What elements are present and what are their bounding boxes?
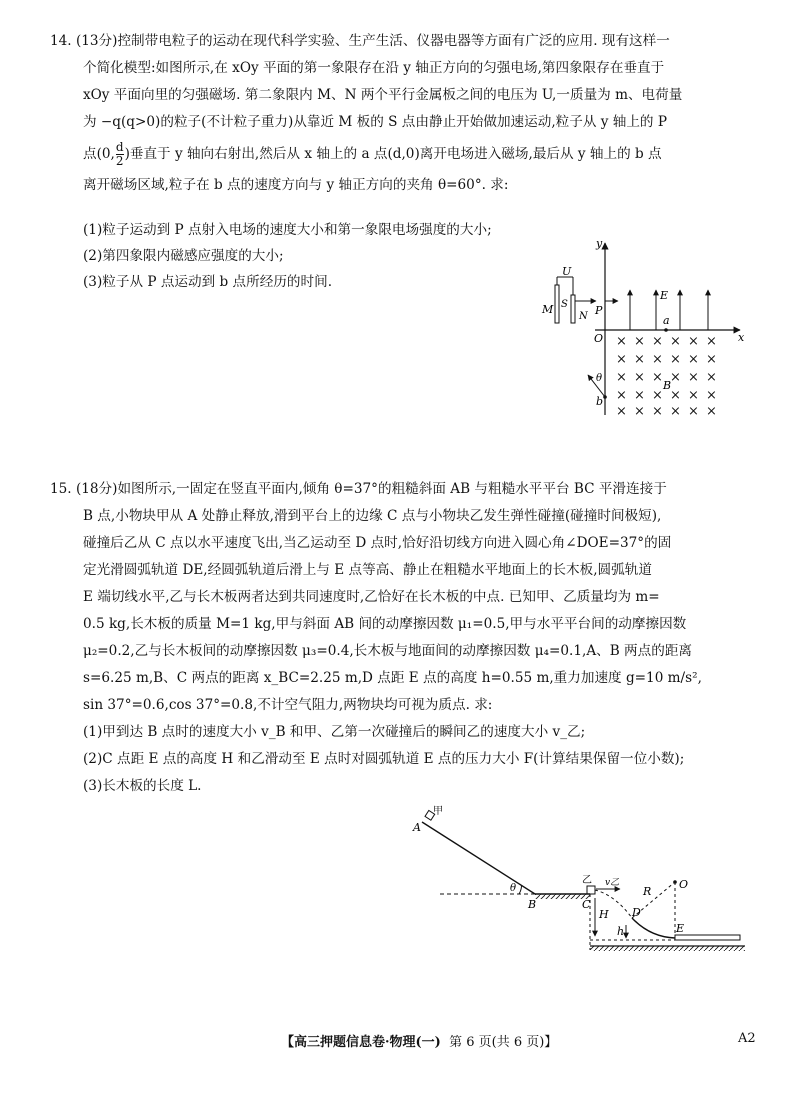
footer-page: 第 6 页(共 6 页)】 [449,1035,558,1050]
q15-label-B: B [528,898,537,911]
q15-label-H: H [599,908,609,921]
svg-text:×: × [652,404,663,419]
q15-line-6: 0.5 kg,长木板的质量 M=1 kg,甲与斜面 AB 间的动摩擦因数 μ₁=0.5,甲与水平平台间的动摩擦因数 [83,616,687,632]
q15-label-O: O [679,878,689,891]
q15-line-7: μ₂=0.2,乙与长木板间的动摩擦因数 μ₃=0.4,长木板与地面间的动摩擦因数 μ₄=0.1,A、B 两点的距离 [83,643,693,659]
q15-line-3: 碰撞后乙从 C 点以水平速度飞出,当乙运动至 D 点时,恰好沿切线方向进入圆心角∠DOE=37°的固 [83,535,672,551]
question-14 [50,28,750,199]
footer-center [281,1031,557,1050]
q14-line-5-pre: 点(0, [83,146,115,162]
svg-text:×: × [670,352,681,367]
svg-text:×: × [706,388,717,403]
q14-sub-3: (3)粒子从 P 点运动到 b 点所经历的时间. [83,274,333,290]
q15-label-theta: θ [510,883,517,894]
q15-label-yi: 乙 [582,875,592,886]
q14-frac-den: 2 [115,154,124,168]
q14-label-O: O [594,332,604,345]
q15-long-board [675,935,740,940]
svg-text:×: × [706,370,717,385]
q15-label-A: A [413,821,421,834]
q14-fraction [116,141,124,168]
q14-label-x: x [738,331,745,344]
svg-text:×: × [706,404,717,419]
svg-text:×: × [616,388,627,403]
q14-label-y: y [596,237,603,250]
q15-line-4: 定光滑圆弧轨道 DE,经圆弧轨道后滑上与 E 点等高、静止在粗糙水平地面上的长木板,圆弧轨道 [83,562,652,578]
q14-line-5-post: )垂直于 y 轴向右射出,然后从 x 轴上的 a 点(d,0)离开电场进入磁场,最后从 y 轴上的 b 点 [124,146,662,162]
footer-code: A2 [738,1031,756,1046]
q14-label-theta: θ [596,373,603,384]
q14-label-a: a [663,314,670,327]
svg-text:×: × [670,404,681,419]
q15-sub-3: (3)长木板的长度 L. [83,778,202,794]
q14-label-N: N [579,311,588,322]
svg-text:×: × [652,352,663,367]
svg-text:×: × [652,388,663,403]
svg-text:×: × [616,352,627,367]
svg-text:×: × [688,352,699,367]
q14-line-1: 14. (13分)控制带电粒子的运动在现代科学实验、生产生活、仪器电器等方面有广泛的应用. 现有这样一 [50,33,670,49]
svg-text:×: × [616,370,627,385]
q15-arc-DE [632,918,675,938]
q14-label-P: P [595,304,603,317]
svg-text:×: × [652,370,663,385]
svg-text:×: × [706,334,717,349]
q15-line-1: 15. (18分)如图所示,一固定在竖直平面内,倾角 θ=37°的粗糙斜面 AB 与粗糙水平平台 BC 平滑连接于 [50,481,667,497]
q15-sub-1: (1)甲到达 B 点时的速度大小 v_B 和甲、乙第一次碰撞后的瞬间乙的速度大小 v_乙; [83,724,586,740]
q15-label-E: E [676,922,685,935]
q14-label-S: S [561,299,568,310]
svg-text:×: × [634,388,645,403]
q14-line-3: xOy 平面向里的匀强磁场. 第二象限内 M、N 两个平行金属板之间的电压为 U,一质量为 m、电荷量 [83,87,683,103]
q14-label-M: M [542,303,554,316]
q14-label-b: b [596,395,604,408]
svg-text:×: × [634,404,645,419]
q14-plate-M [555,285,559,323]
q15-line-5: E 端切线水平,乙与长木板两者达到共同速度时,乙恰好在长木板的中点. 已知甲、乙质量均为 m= [83,589,660,605]
svg-text:×: × [688,404,699,419]
q14-line-6: 离开磁场区域,粒子在 b 点的速度方向与 y 轴正方向的夹角 θ=60°. 求: [83,177,509,193]
q15-label-C: C [582,898,591,911]
q14-sub-2: (2)第四象限内磁感应强度的大小; [83,248,284,264]
q15-label-h: h [617,925,625,938]
svg-text:×: × [688,334,699,349]
svg-text:×: × [634,352,645,367]
q15-label-R: R [643,885,652,898]
q15-figure [400,800,760,965]
q14-label-B: B [663,379,672,392]
svg-text:×: × [670,334,681,349]
svg-text:×: × [616,404,627,419]
q14-label-E: E [660,289,669,302]
q14-frac-num: d [115,140,124,154]
q14-sub-1: (1)粒子运动到 P 点射入电场的速度大小和第一象限电场强度的大小; [83,222,492,238]
q15-line-8: s=6.25 m,B、C 两点的距离 x_BC=2.25 m,D 点距 E 点的高度 h=0.55 m,重力加速度 g=10 m/s², [83,670,702,686]
q14-label-U: U [562,265,572,278]
q15-label-D: D [632,906,641,919]
q14-line-5 [50,136,750,172]
svg-text:×: × [706,352,717,367]
svg-text:×: × [616,334,627,349]
q14-magnetic-field [616,334,717,419]
q15-label-jia: 甲 [433,806,443,817]
q15-label-v: v乙 [605,878,620,888]
svg-text:×: × [634,334,645,349]
footer-title: 【高三押题信息卷·物理(一) [281,1035,441,1050]
svg-text:×: × [652,334,663,349]
q15-line-2: B 点,小物块甲从 A 处静止释放,滑到平台上的边缘 C 点与小物块乙发生弹性碰撞(碰撞时间极短), [83,508,662,524]
q14-line-2: 个简化模型:如图所示,在 xOy 平面的第一象限存在沿 y 轴正方向的匀强电场,第四象限存在垂直于 [83,60,665,76]
q14-line-4: 为 −q(q>0)的粒子(不计粒子重力)从靠近 M 板的 S 点由静止开始做加速运动,粒子从 y 轴上的 P [83,114,667,130]
svg-text:×: × [670,388,681,403]
question-15 [50,476,750,800]
q14-plate-N [571,295,575,323]
svg-text:×: × [634,370,645,385]
q15-sub-2: (2)C 点距 E 点的高度 H 和乙滑动至 E 点时对圆弧轨道 E 点的压力大小 F(计算结果保留一位小数); [83,751,685,767]
q14-figure [530,235,750,425]
q15-line-9: sin 37°=0.6,cos 37°=0.8,不计空气阻力,两物块均可视为质点. 求: [83,697,493,713]
svg-text:×: × [670,370,681,385]
svg-text:×: × [688,388,699,403]
q15-slope-AB [422,822,535,894]
q15-block-yi [587,886,595,894]
svg-text:×: × [688,370,699,385]
